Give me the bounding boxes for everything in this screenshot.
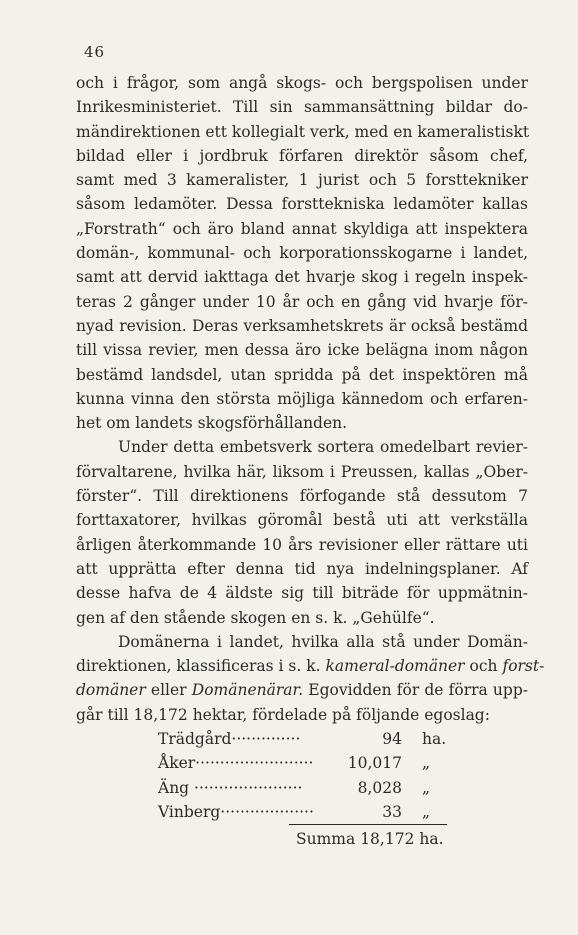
- row-value: 8,028: [357, 778, 402, 797]
- land-use-table: [158, 727, 458, 824]
- sum-unit: ha.: [419, 830, 444, 848]
- body-text: [76, 71, 545, 727]
- row-value: 33: [382, 802, 402, 821]
- text-line: teras 2 gånger under 10 år och en gång vid hvarje för-: [76, 292, 528, 311]
- row-label: Äng ······················: [158, 778, 303, 797]
- page-number: 46: [84, 43, 106, 61]
- text-line: till vissa revier, men dessa äro icke belägna inom någon: [76, 341, 528, 360]
- text-line: bestämd landsdel, utan spridda på det inspektören må: [76, 365, 528, 384]
- table-row: [158, 800, 458, 824]
- text-line: såsom ledamöter. Dessa forsttekniska ledamöter kallas: [76, 195, 528, 214]
- text-segment: eller: [145, 681, 192, 700]
- text-line: att upprätta efter denna tid nya indelningsplaner. Af: [76, 559, 528, 578]
- text-line: het om landets skogsförhållanden.: [76, 414, 348, 433]
- text-line: „Forstrath“ och äro bland annat skyldiga att inspektera: [76, 219, 528, 238]
- text-line: Inrikesministeriet. Till sin sammansättning bildar do-: [76, 98, 528, 117]
- row-unit: „: [422, 802, 431, 821]
- row-label: Vinberg···················: [158, 802, 314, 821]
- row-unit: „: [422, 754, 431, 773]
- table-row: [158, 727, 458, 751]
- text-line: Domänerna i landet, hvilka alla stå under Domän-: [118, 632, 528, 651]
- text-segment: och: [464, 657, 503, 676]
- text-line: mändirektionen ett kollegialt verk, med en kameralistiskt: [76, 122, 530, 141]
- italic-term: forst-: [502, 657, 545, 676]
- text-line: förvaltarene, hvilka här, liksom i Preussen, kallas „Ober-: [76, 462, 528, 481]
- text-line: samt att dervid iakttaga det hvarje skog i regeln inspek-: [76, 268, 528, 287]
- italic-term: kameral-domäner: [325, 657, 465, 676]
- sum-divider: [289, 824, 447, 825]
- italic-term: Domänenärar.: [191, 681, 304, 700]
- text-line: bildad eller i jordbruk förfaren direktör såsom chef,: [76, 146, 528, 165]
- text-line: samt med 3 kameralister, 1 jurist och 5 forsttekniker: [76, 171, 528, 190]
- text-line: förster“. Till direktionens förfogande stå dessutom 7: [76, 487, 528, 506]
- row-unit: „: [422, 778, 431, 797]
- row-unit: ha.: [422, 730, 447, 748]
- text-line: desse hafva de 4 äldste sig till biträde för uppmätnin-: [76, 584, 528, 603]
- row-label: Åker························: [158, 754, 314, 773]
- italic-term: domäner: [76, 681, 146, 700]
- text-line: och i frågor, som angå skogs- och bergspolisen under: [76, 74, 528, 92]
- row-label: Trädgård··············: [158, 730, 301, 748]
- text-segment: direktionen, klassificeras i s. k.: [76, 657, 326, 676]
- text-line: kunna vinna den största möjliga kännedom och erfaren-: [76, 389, 528, 408]
- text-line: går till 18,172 hektar, fördelade på följande egoslag:: [76, 705, 490, 724]
- text-line: [76, 654, 545, 678]
- table-row: [158, 751, 458, 775]
- table-row: [158, 776, 458, 800]
- text-segment: Egovidden för de förra upp-: [303, 681, 528, 700]
- row-value: 94: [382, 730, 402, 748]
- text-line: årligen återkommande 10 års revisioner eller rättare uti: [76, 535, 528, 554]
- text-line: nyad revision. Deras verksamhetskrets är också bestämd: [76, 316, 528, 335]
- sum-label: Summa: [296, 830, 356, 848]
- text-line: gen af den stående skogen en s. k. „Gehülfe“.: [76, 608, 435, 627]
- text-line: [76, 678, 528, 702]
- text-line: domän-, kommunal- och korporationsskogarne i landet,: [76, 244, 528, 263]
- sum-value: 18,172: [360, 830, 415, 848]
- text-line: forttaxatorer, hvilkas göromål bestå uti att verkställa: [76, 511, 528, 530]
- sum-row: [296, 827, 444, 851]
- row-value: 10,017: [347, 754, 402, 773]
- text-line: Under detta embetsverk sortera omedelbart revier-: [118, 438, 528, 457]
